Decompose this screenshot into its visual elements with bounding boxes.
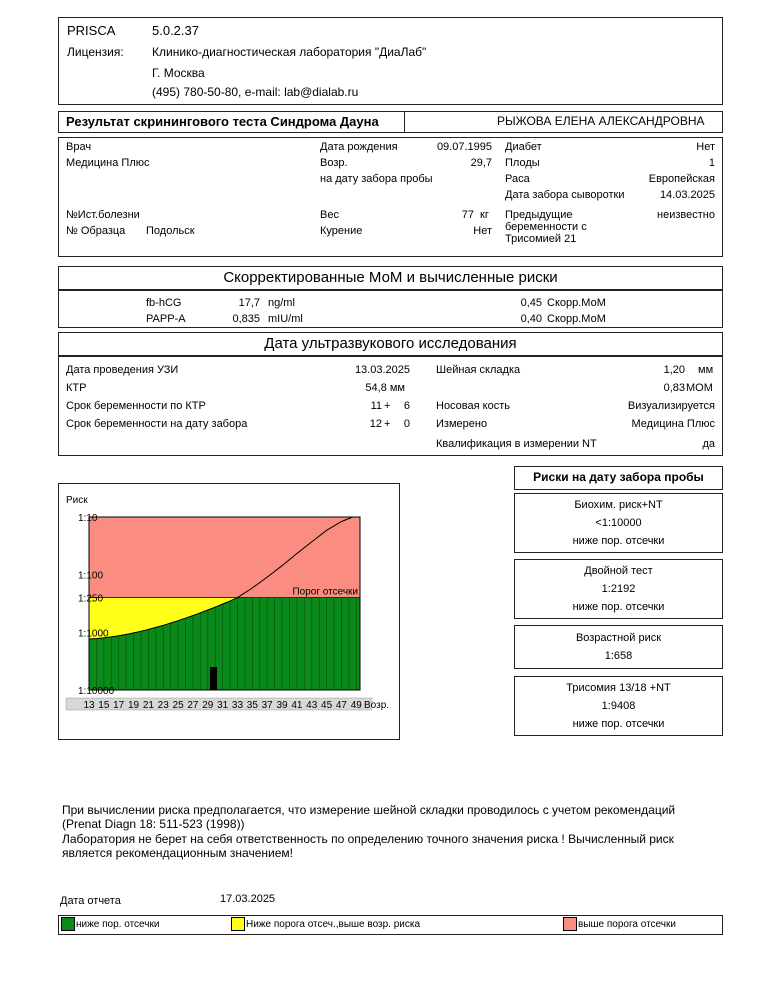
- chart-x-axis-label: Возр.: [364, 700, 390, 711]
- chart-x-tick-label: 21: [142, 700, 154, 711]
- patient-name: РЫЖОВА ЕЛЕНА АЛЕКСАНДРОВНА: [497, 114, 705, 128]
- diabetes-value: Нет: [696, 141, 715, 153]
- age-value: 29,7: [470, 157, 492, 169]
- trisomy-1318-label: Трисомия 13/18 +NT: [566, 682, 671, 694]
- mom-row-mom-label: Скорр.МоМ: [547, 313, 606, 325]
- chart-cutoff-label: Порог отсечки: [292, 586, 358, 598]
- chart-y-tick-label: 1:250: [78, 593, 104, 605]
- chart-x-tick-label: 41: [291, 700, 303, 711]
- legend-yellow: [231, 917, 420, 933]
- nt-label: Шейная складка: [436, 364, 521, 376]
- double-test-label: Двойной тест: [584, 565, 653, 577]
- title-divider: [404, 112, 405, 132]
- mom-row-value: 0,835: [232, 313, 260, 325]
- legend-red: [563, 917, 676, 933]
- race-value: Европейская: [648, 173, 715, 185]
- prev-pregnancies-label: Предыдущие: [505, 209, 573, 221]
- ga-draw-weeks: 12: [369, 418, 382, 430]
- nt-qualification-label: Квалификация в измерении NT: [436, 438, 597, 450]
- mom-row-value: 17,7: [238, 297, 260, 309]
- legend-green-label: ниже пор. отсечки: [76, 919, 160, 930]
- chart-x-tick-label: 45: [321, 700, 333, 711]
- dob-value: 09.07.1995: [436, 141, 492, 153]
- ga-ktr-days: 6: [403, 400, 410, 412]
- chart-x-tick-label: 23: [157, 700, 169, 711]
- diabetes-label: Диабет: [505, 141, 542, 153]
- mom-row-name: fb-hCG: [146, 297, 182, 309]
- history-label: №Ист.болезни: [66, 209, 140, 221]
- chart-x-tick-label: 47: [335, 700, 348, 711]
- chart-x-tick-label: 49: [350, 700, 362, 711]
- mom-row-mom-label: Скорр.МоМ: [547, 297, 606, 309]
- mom-row-name: PAPP-A: [146, 313, 186, 325]
- nt-unit: мм: [698, 364, 714, 376]
- double-test-box: [514, 559, 723, 619]
- chart-x-tick-label: 39: [276, 700, 288, 711]
- legend-red-label: выше порога отсечки: [578, 919, 676, 930]
- license-label: Лицензия:: [67, 45, 124, 59]
- chart-x-tick-label: 33: [231, 700, 244, 711]
- prev-pregnancies-label-2: беременности с: [505, 221, 587, 233]
- ga-ktr-label: Срок беременности по КТР: [66, 400, 206, 412]
- risks-heading: Риски на дату забора пробы: [533, 470, 704, 484]
- trisomy-1318-box: [514, 676, 723, 736]
- us-date-label: Дата проведения УЗИ: [66, 364, 179, 376]
- plus-sign: +: [384, 418, 391, 430]
- biochem-risk-label: Биохим. риск+NT: [574, 499, 663, 511]
- chart-x-tick-label: 13: [83, 700, 95, 711]
- fetuses-value: 1: [708, 157, 715, 169]
- nt-value: 1,20: [663, 364, 685, 376]
- legend-yellow-label: Ниже порога отсеч.,выше возр. риска: [246, 919, 421, 930]
- sample-label: № Образца: [66, 225, 126, 237]
- chart-x-tick-label: 19: [127, 700, 140, 711]
- nasal-bone-label: Носовая кость: [436, 400, 510, 412]
- nt-qualification-value: да: [702, 438, 715, 450]
- footer-note-3: Лаборатория не берет на себя ответственность по определению точного значения риска ! Вычисленный риск: [62, 832, 674, 846]
- chart-y-axis-label: Риск: [66, 495, 88, 506]
- ktr-label: КТР: [66, 382, 87, 394]
- age-risk-label: Возрастной риск: [575, 632, 662, 644]
- biochem-risk-box: [514, 493, 723, 553]
- chart-x-tick-label: 29: [202, 700, 214, 711]
- serum-date-label: Дата забора сыворотки: [505, 189, 625, 201]
- plus-sign: +: [384, 400, 391, 412]
- lab-city: Г. Москва: [152, 66, 205, 80]
- ga-ktr-weeks: 11: [370, 400, 382, 412]
- doctor-label: Врач: [66, 141, 92, 153]
- biochem-risk-note: ниже пор. отсечки: [572, 535, 665, 547]
- double-test-note: ниже пор. отсечки: [572, 601, 665, 613]
- biochem-risk-value: <1:10000: [595, 517, 642, 529]
- chart-y-tick-label: 1:10000: [78, 686, 115, 697]
- age-risk-box: [514, 625, 723, 669]
- age-risk-value: 1:658: [604, 650, 633, 662]
- chart-y-tick-label: 1:10: [78, 513, 98, 524]
- lab-name: Клинико-диагностическая лаборатория "ДиаЛаб": [152, 45, 427, 59]
- legend-red-swatch: [563, 917, 577, 931]
- chart-patient-marker: [210, 667, 217, 690]
- test-title: Результат скринингового теста Синдрома Дауна: [66, 114, 379, 129]
- weight-label: Вес: [320, 209, 339, 221]
- chart-x-tick-label: 27: [187, 700, 199, 711]
- nasal-bone-value: Визуализируется: [627, 400, 715, 412]
- weight-value: 77: [461, 209, 474, 221]
- double-test-value: 1:2192: [601, 583, 636, 595]
- age-label: Возр.: [320, 157, 348, 169]
- legend-yellow-swatch: [231, 917, 245, 931]
- chart-x-tick-label: 37: [261, 700, 273, 711]
- trisomy-1318-value: 1:9408: [601, 700, 636, 712]
- footer-note-4: является рекомендационным значением!: [62, 846, 293, 860]
- fetuses-label: Плоды: [505, 157, 540, 169]
- chart-y-tick-label: 1:1000: [78, 628, 109, 640]
- prev-pregnancies-label-3: Трисомией 21: [505, 233, 577, 245]
- chart-x-tick-label: 15: [98, 700, 110, 711]
- weight-unit: кг: [480, 209, 489, 221]
- race-label: Раса: [505, 173, 530, 185]
- mom-row-mom: 0,40: [520, 313, 542, 325]
- report-date: 17.03.2025: [220, 893, 276, 905]
- trisomy-1318-note: ниже пор. отсечки: [572, 718, 665, 730]
- legend-green: [61, 917, 159, 933]
- chart-x-tick-label: 25: [172, 700, 184, 711]
- measured-value: Медицина Плюс: [631, 418, 715, 430]
- measured-label: Измерено: [436, 418, 488, 430]
- smoking-label: Курение: [320, 225, 363, 237]
- us-date-value: 13.03.2025: [354, 364, 410, 376]
- chart-x-tick-label: 43: [306, 700, 318, 711]
- app-version: 5.0.2.37: [152, 23, 199, 38]
- mom-heading: Скорректированные МоМ и вычисленные риски: [223, 269, 558, 286]
- risk-chart: [58, 483, 400, 740]
- chart-x-tick-label: 31: [217, 700, 229, 711]
- mom-row-unit: ng/ml: [268, 297, 295, 309]
- dob-label: Дата рождения: [320, 141, 398, 153]
- lab-contacts: (495) 780-50-80, e-mail: lab@dialab.ru: [152, 85, 359, 99]
- smoking-value: Нет: [473, 225, 492, 237]
- doctor-value: Медицина Плюс: [66, 157, 150, 169]
- mom-row-unit: mIU/ml: [268, 313, 303, 325]
- prev-pregnancies-value: неизвестно: [657, 209, 715, 221]
- mom-row-mom: 0,45: [520, 297, 542, 309]
- footer-note-1: При вычислении риска предполагается, что измерение шейной складки проводилось с учетом рекомендаций: [62, 803, 676, 817]
- chart-x-tick-label: 17: [113, 700, 125, 711]
- footer-note-2: (Prenat Diagn 18: 511-523 (1998)): [62, 817, 245, 831]
- chart-x-tick-label: 35: [246, 700, 258, 711]
- report-date-label: Дата отчета: [60, 895, 121, 907]
- app-name: PRISCA: [67, 23, 116, 38]
- us-heading: Дата ультразвукового исследования: [264, 335, 517, 352]
- ktr-value: 54,8 мм: [365, 382, 405, 394]
- sample-value: Подольск: [146, 225, 195, 237]
- nt-mom-label: МОМ: [686, 382, 713, 394]
- ga-draw-days: 0: [403, 418, 410, 430]
- legend-green-swatch: [61, 917, 75, 931]
- chart-y-tick-label: 1:100: [78, 570, 104, 582]
- age-label-2: на дату забора пробы: [320, 173, 433, 185]
- ga-draw-label: Срок беременности на дату забора: [66, 418, 248, 430]
- nt-mom-value: 0,83: [663, 382, 685, 394]
- serum-date-value: 14.03.2025: [659, 189, 715, 201]
